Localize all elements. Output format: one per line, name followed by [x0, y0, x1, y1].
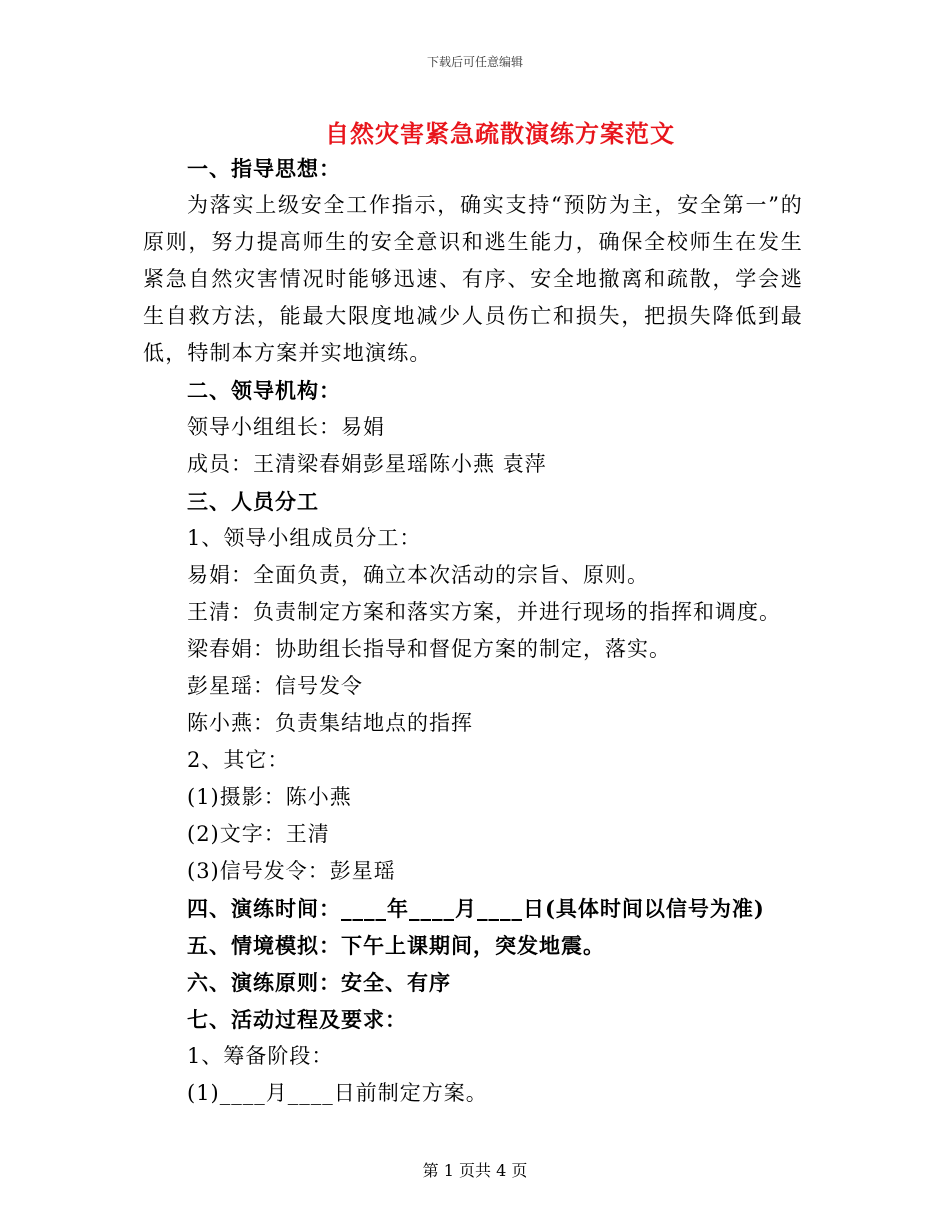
page-footer: 第 1 页共 4 页 — [422, 1161, 528, 1180]
subsection-heading-leader-division: 1、领导小组成员分工： — [187, 526, 422, 550]
duty-line: 陈小燕：负责集结地点的指挥 — [187, 711, 473, 735]
section-scenario: 五、情境模拟：下午上课期间，突发地震。 — [187, 933, 605, 958]
paragraph-guiding-ideology: 为落实上级安全工作指示，确实支持“预防为主，安全第一”的原则，努力提高师生的安全意识和逃生能力，确保全校师生在发生紧急自然灾害情况时能够迅速、有序、安全地撤离和疏散，学会逃生自救方法，能最大限度地减少人员伤亡和损失，把损失降低到最低，特制本方案并实地演练。 — [143, 193, 803, 365]
duty-line: 梁春娟：协助组长指导和督促方案的制定，落实。 — [187, 637, 671, 661]
duty-line: 彭星瑶：信号发令 — [187, 674, 363, 698]
subsection-heading-preparation: 1、筹备阶段： — [187, 1044, 334, 1068]
section-heading-leadership: 二、领导机构： — [187, 378, 341, 403]
other-duty-line: (1)摄影：陈小燕 — [187, 785, 352, 809]
other-duty-line: (2)文字：王清 — [187, 822, 330, 846]
preparation-item: (1)____月____日前制定方案。 — [187, 1081, 488, 1105]
section-drill-time: 四、演练时间：____年____月____日(具体时间以信号为准) — [187, 896, 765, 921]
subsection-heading-other: 2、其它： — [187, 748, 290, 772]
members-line: 成员：王清梁春娟彭星瑶陈小燕 袁萍 — [187, 452, 547, 476]
duty-line: 易娟：全面负责，确立本次活动的宗旨、原则。 — [187, 563, 649, 587]
section-heading-guiding-ideology: 一、指导思想： — [187, 156, 341, 181]
leader-line: 领导小组组长：易娟 — [187, 415, 385, 439]
duty-line: 王清：负责制定方案和落实方案，并进行现场的指挥和调度。 — [187, 600, 781, 624]
section-heading-division: 三、人员分工 — [187, 489, 319, 514]
other-duty-line: (3)信号发令：彭星瑶 — [187, 859, 396, 883]
document-body — [143, 150, 803, 1112]
document-title: 自然灾害紧急疏散演练方案范文 — [325, 119, 675, 148]
section-heading-process: 七、活动过程及要求： — [187, 1007, 407, 1032]
section-drill-principle: 六、演练原则：安全、有序 — [187, 970, 451, 995]
page-header: 下载后可任意编辑 — [426, 55, 523, 69]
